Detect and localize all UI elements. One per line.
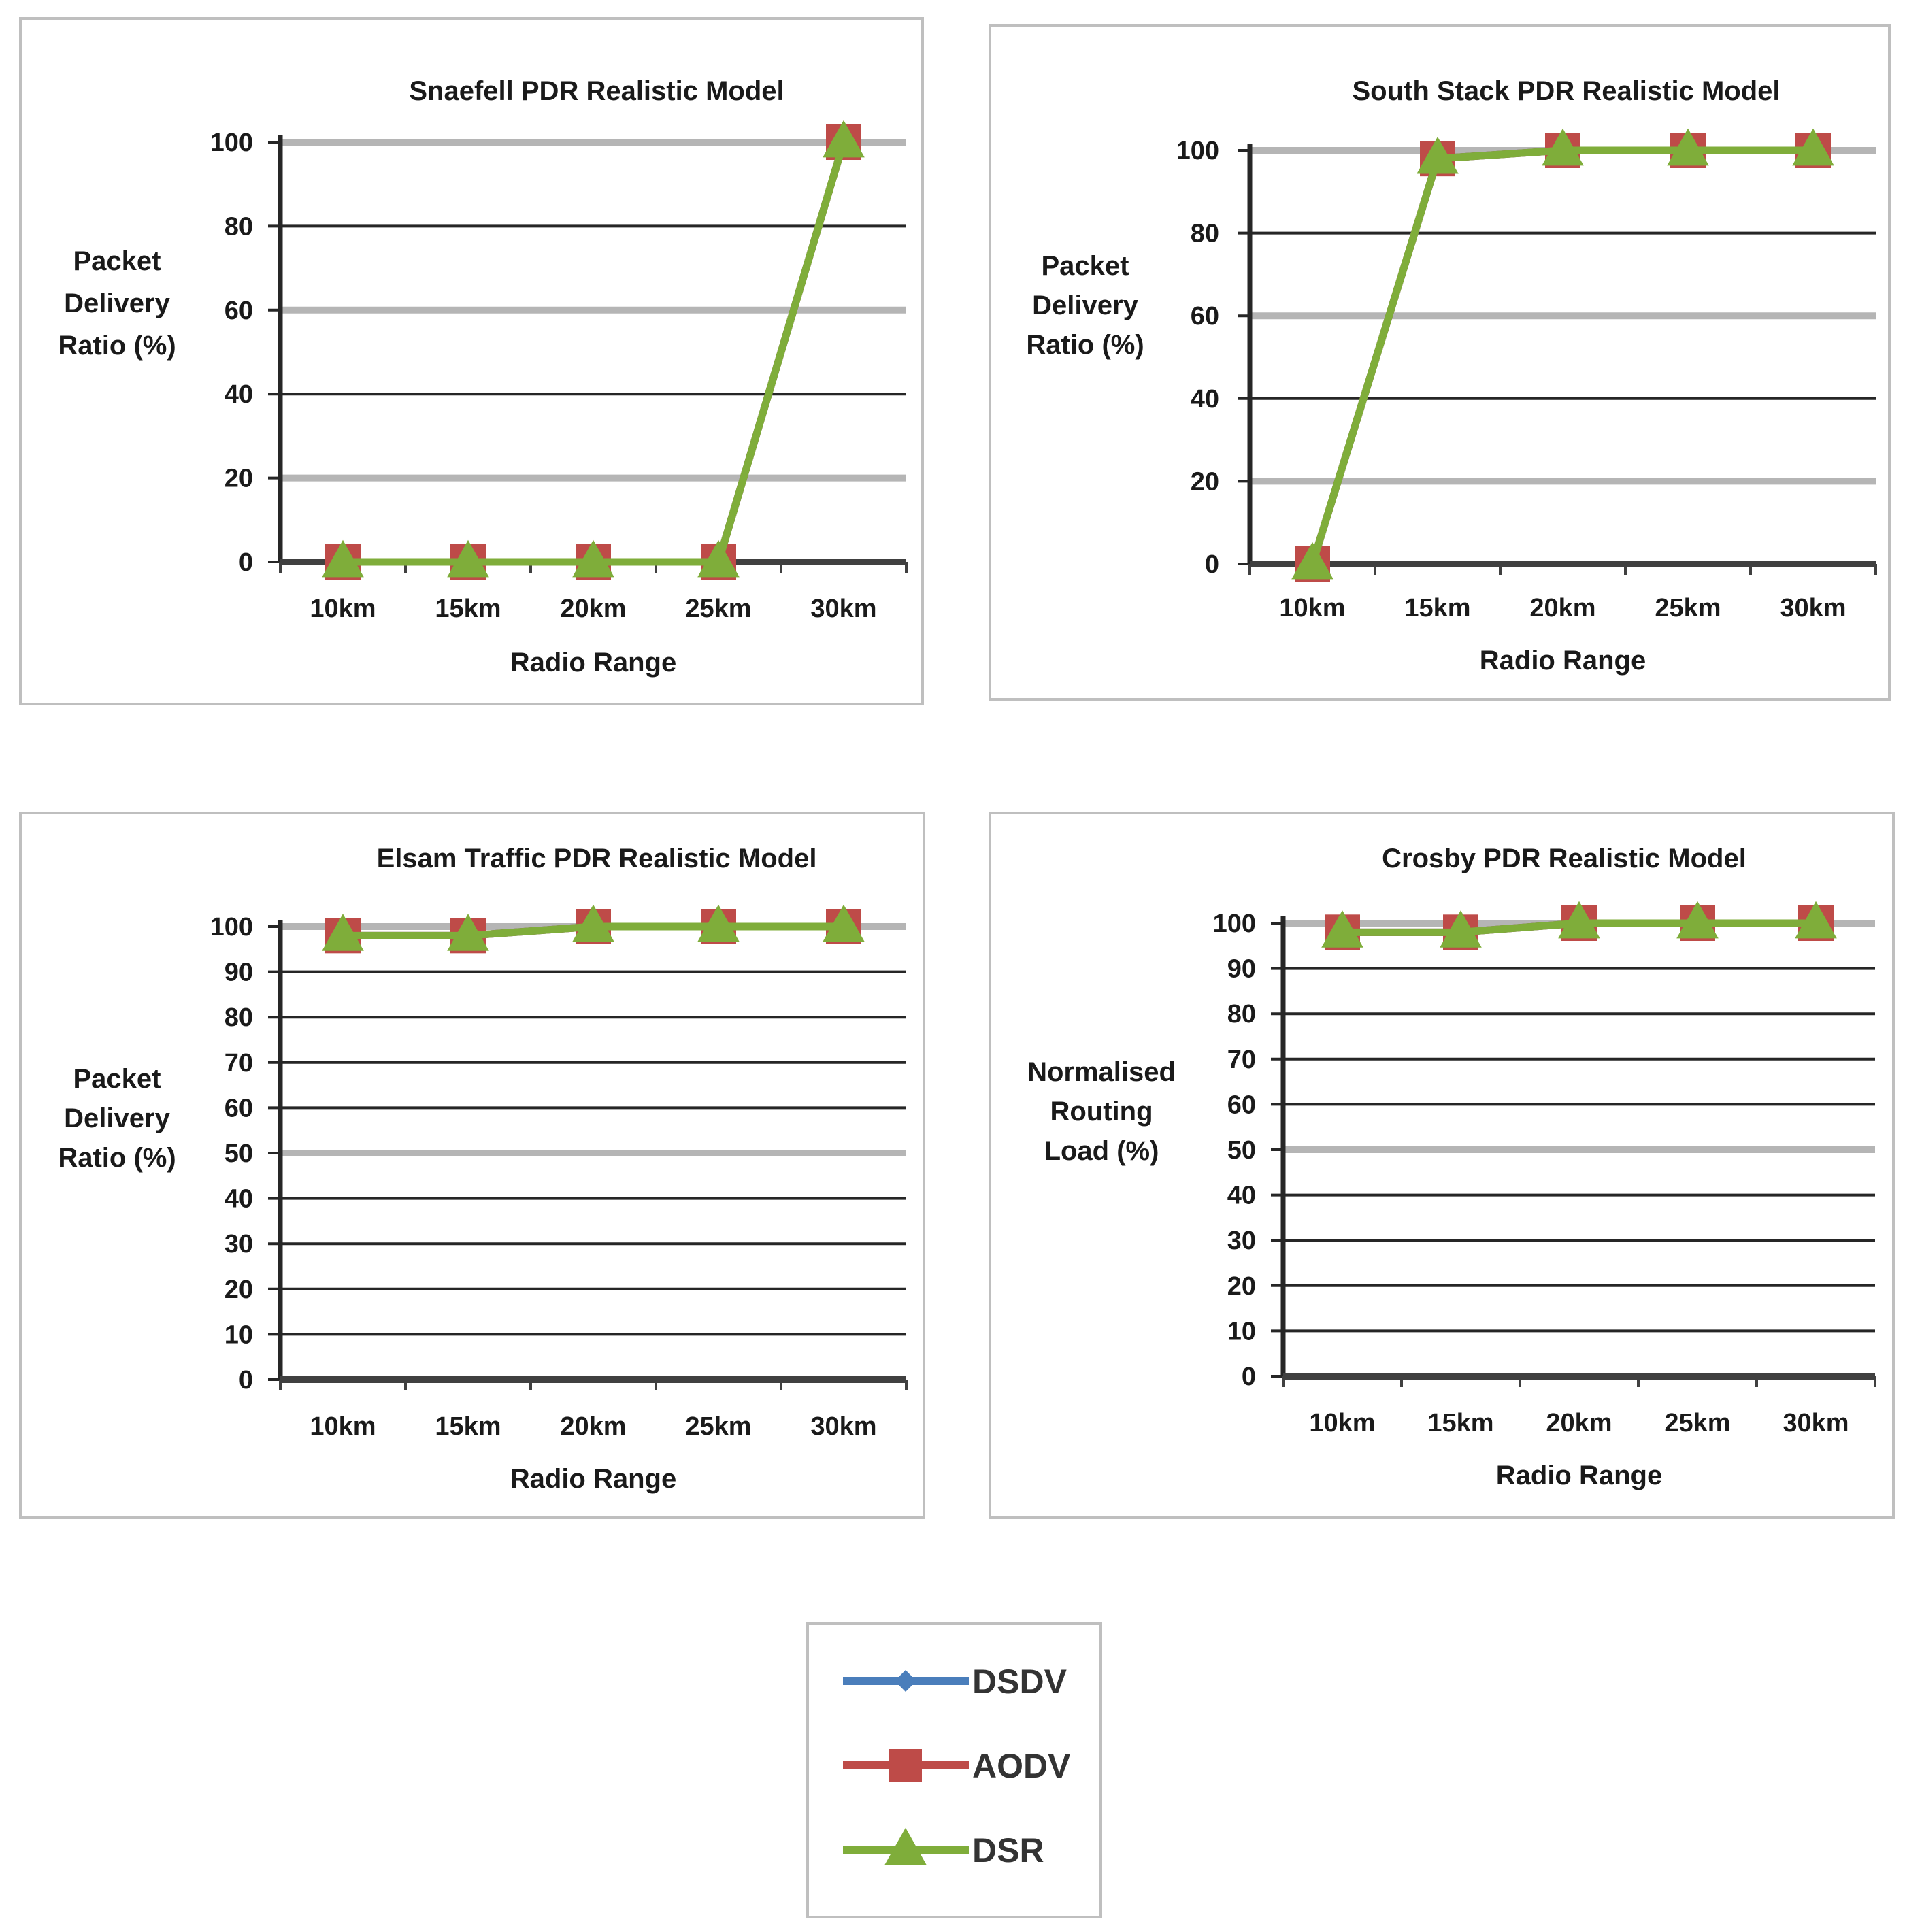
chart-legend <box>806 1622 1102 1918</box>
y-tick-label: 20 <box>1190 467 1219 497</box>
y-tick-label: 80 <box>1190 219 1219 248</box>
y-axis-label: Delivery <box>64 288 170 318</box>
x-tick-label: 10km <box>1279 594 1346 622</box>
y-axis-label: Ratio (%) <box>58 1143 176 1173</box>
y-tick-label: 40 <box>224 1184 253 1214</box>
x-axis-label: Radio Range <box>1495 1461 1663 1490</box>
x-axis-label: Radio Range <box>1479 646 1646 676</box>
x-tick-label: 30km <box>810 1412 877 1441</box>
chart-svg <box>991 814 1898 1522</box>
y-tick-label: 70 <box>224 1048 253 1078</box>
chart-panel-elsam-traffic <box>19 812 925 1519</box>
y-tick-label: 60 <box>224 1094 253 1123</box>
y-tick-label: 50 <box>224 1139 253 1168</box>
y-axis-label: Ratio (%) <box>58 331 176 361</box>
y-tick-label: 80 <box>1227 1000 1256 1029</box>
x-axis-label: Radio Range <box>510 648 677 678</box>
y-axis-label: Load (%) <box>1044 1136 1159 1166</box>
y-tick-label: 60 <box>1190 302 1219 331</box>
y-tick-label: 40 <box>1227 1181 1256 1210</box>
y-tick-label: 80 <box>224 1003 253 1033</box>
chart-svg <box>991 27 1893 703</box>
chart-title: Snaefell PDR Realistic Model <box>409 76 784 106</box>
series-line-dsr <box>343 142 844 562</box>
chart-title: Elsam Traffic PDR Realistic Model <box>376 844 817 873</box>
legend-label: AODV <box>972 1747 1071 1785</box>
series-line-aodv <box>1312 150 1813 564</box>
legend-item-aodv <box>843 1747 1071 1785</box>
series-dsr <box>1291 129 1834 580</box>
y-axis-label: Normalised <box>1027 1057 1176 1087</box>
y-tick-label: 60 <box>1227 1090 1256 1120</box>
x-tick-label: 30km <box>1783 1409 1849 1437</box>
chart-panel-south-stack <box>989 24 1891 701</box>
y-tick-label: 10 <box>224 1320 253 1350</box>
y-tick-label: 90 <box>1227 954 1256 984</box>
y-axis-label: Packet <box>73 1064 161 1094</box>
chart-panel-crosby <box>989 812 1895 1519</box>
x-tick-label: 25km <box>1664 1409 1731 1437</box>
x-tick-label: 30km <box>810 595 877 623</box>
legend-svg <box>809 1625 1105 1921</box>
chart-svg <box>22 814 928 1522</box>
x-tick-label: 15km <box>435 1412 501 1441</box>
x-tick-label: 25km <box>685 595 752 623</box>
y-tick-label: 30 <box>224 1230 253 1259</box>
y-tick-label: 0 <box>238 1366 253 1395</box>
x-tick-label: 20km <box>1529 594 1596 622</box>
y-axis-label: Packet <box>73 246 161 276</box>
chart-panel-snaefell <box>19 17 924 705</box>
x-tick-label: 25km <box>685 1412 752 1441</box>
series-line-aodv <box>343 142 844 562</box>
x-tick-label: 10km <box>1309 1409 1376 1437</box>
y-tick-label: 70 <box>1227 1045 1256 1074</box>
chart-title: South Stack PDR Realistic Model <box>1352 76 1780 106</box>
x-tick-label: 30km <box>1780 594 1846 622</box>
y-tick-label: 40 <box>224 380 253 410</box>
y-axis-label: Delivery <box>64 1103 170 1133</box>
legend-marker-diamond-icon <box>895 1670 916 1692</box>
x-tick-label: 20km <box>1546 1409 1612 1437</box>
legend-item-dsr <box>843 1828 1044 1869</box>
y-tick-label: 30 <box>1227 1227 1256 1256</box>
x-tick-label: 15km <box>435 595 501 623</box>
y-tick-label: 60 <box>224 296 253 325</box>
x-tick-label: 25km <box>1655 594 1721 622</box>
y-tick-label: 100 <box>1176 137 1219 165</box>
x-axis-label: Radio Range <box>510 1464 677 1494</box>
y-axis-label: Delivery <box>1032 290 1138 320</box>
series-line-dsdv <box>343 142 844 562</box>
y-tick-label: 100 <box>1212 910 1256 938</box>
y-tick-label: 20 <box>1227 1271 1256 1301</box>
x-tick-label: 10km <box>310 595 376 623</box>
y-tick-label: 0 <box>238 548 253 577</box>
y-axis-label: Routing <box>1050 1097 1153 1127</box>
legend-item-dsdv <box>843 1663 1067 1701</box>
series-dsr <box>322 120 865 578</box>
legend-marker-square-icon <box>889 1749 922 1782</box>
x-tick-label: 20km <box>560 595 627 623</box>
series-line-dsdv <box>1312 150 1813 564</box>
y-tick-label: 10 <box>1227 1317 1256 1346</box>
y-tick-label: 40 <box>1190 384 1219 414</box>
y-tick-label: 0 <box>1241 1363 1256 1391</box>
y-tick-label: 100 <box>210 913 253 942</box>
y-tick-label: 100 <box>210 129 253 157</box>
y-axis-label: Ratio (%) <box>1026 330 1144 360</box>
chart-title: Crosby PDR Realistic Model <box>1382 844 1746 873</box>
legend-label: DSDV <box>972 1663 1067 1701</box>
x-tick-label: 20km <box>560 1412 627 1441</box>
y-axis-label: Packet <box>1041 251 1129 281</box>
y-tick-label: 20 <box>224 464 253 493</box>
y-tick-label: 0 <box>1204 550 1219 579</box>
y-tick-label: 50 <box>1227 1136 1256 1165</box>
x-tick-label: 15km <box>1404 594 1471 622</box>
chart-svg <box>22 20 927 708</box>
legend-label: DSR <box>972 1831 1044 1869</box>
x-tick-label: 15km <box>1427 1409 1494 1437</box>
x-tick-label: 10km <box>310 1412 376 1441</box>
y-tick-label: 20 <box>224 1275 253 1304</box>
y-tick-label: 80 <box>224 212 253 242</box>
series-line-dsr <box>1312 150 1813 564</box>
y-tick-label: 90 <box>224 958 253 987</box>
